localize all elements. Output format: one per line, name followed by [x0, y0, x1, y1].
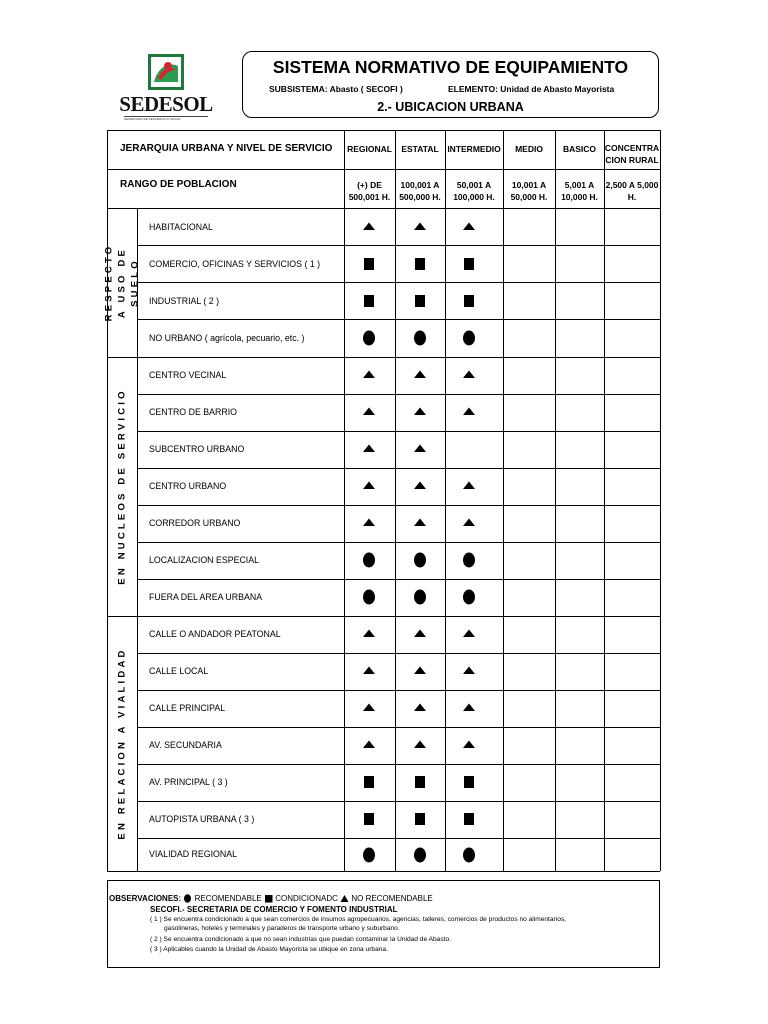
- range-regional: (+) DE 500,001 H.: [348, 180, 391, 202]
- legend-condicionado: CONDICIONADC: [275, 894, 338, 903]
- row-label: COMERCIO, OFICINAS Y SERVICIOS ( 1 ): [149, 259, 321, 269]
- row-label: CALLE O ANDADOR PEATONAL: [149, 629, 281, 639]
- triangle-icon: [461, 700, 477, 716]
- legend: [109, 894, 433, 903]
- square-icon: [361, 293, 377, 309]
- square-icon: [412, 774, 428, 790]
- circle-icon: [461, 847, 477, 863]
- group-vialidad: EN RELACION A VIALIDAD: [116, 647, 128, 840]
- triangle-icon: [361, 737, 377, 753]
- triangle-icon: [461, 367, 477, 383]
- triangle-icon: [412, 663, 428, 679]
- secofi-note: SECOFI.- SECRETARIA DE COMERCIO Y FOMENTO INDUSTRIAL: [150, 905, 398, 914]
- range-medio: 10,001 A 50,000 H.: [510, 180, 548, 202]
- circle-icon: [412, 552, 428, 568]
- row-label: CALLE LOCAL: [149, 666, 209, 676]
- subsistema-label: SUBSISTEMA: Abasto ( SECOFI ): [269, 84, 403, 94]
- square-icon: [461, 293, 477, 309]
- circle-icon: [412, 330, 428, 346]
- circle-icon: [361, 330, 377, 346]
- title-box: [242, 51, 659, 118]
- section-title: 2.- UBICACION URBANA: [377, 100, 524, 114]
- circle-icon: [361, 847, 377, 863]
- elemento-label: ELEMENTO: Unidad de Abasto Mayorista: [448, 84, 615, 94]
- sedesol-logo: [118, 54, 214, 124]
- square-icon: [461, 774, 477, 790]
- circle-icon: [183, 894, 192, 903]
- row-label: CORREDOR URBANO: [149, 518, 241, 528]
- triangle-icon: [340, 894, 349, 903]
- triangle-icon: [361, 404, 377, 420]
- row-label: NO URBANO ( agrícola, pecuario, etc. ): [149, 333, 305, 343]
- level-concentracion-rural: CONCENTRA CION RURAL: [604, 143, 660, 165]
- range-basico: 5,001 A 10,000 H.: [561, 180, 598, 202]
- row-label: AV. SECUNDARIA: [149, 740, 222, 750]
- row-label: CENTRO URBANO: [149, 481, 227, 491]
- triangle-icon: [461, 404, 477, 420]
- square-icon: [461, 256, 477, 272]
- triangle-icon: [461, 515, 477, 531]
- row-label: INDUSTRIAL ( 2 ): [149, 296, 220, 306]
- square-icon: [412, 811, 428, 827]
- triangle-icon: [361, 626, 377, 642]
- logo-subtitle: SECRETARIA DE DESARROLLO SOCIAL: [124, 116, 208, 122]
- circle-icon: [361, 552, 377, 568]
- level-basico: BASICO: [562, 144, 597, 154]
- triangle-icon: [412, 737, 428, 753]
- square-icon: [361, 256, 377, 272]
- legend-recomendable: RECOMENDABLE: [194, 894, 262, 903]
- row-label: HABITACIONAL: [149, 222, 213, 232]
- circle-icon: [361, 589, 377, 605]
- square-icon: [361, 774, 377, 790]
- triangle-icon: [361, 367, 377, 383]
- triangle-icon: [361, 219, 377, 235]
- square-icon: [412, 293, 428, 309]
- level-estatal: ESTATAL: [401, 144, 439, 154]
- row-label: CENTRO DE BARRIO: [149, 407, 237, 417]
- range-concentracion-rural: 2,500 A 5,000 H.: [605, 180, 659, 202]
- square-icon: [264, 894, 273, 903]
- level-intermedio: INTERMEDIO: [447, 144, 501, 154]
- rango-header: RANGO DE POBLACION: [120, 179, 237, 190]
- observations-label: OBSERVACIONES:: [109, 894, 182, 903]
- triangle-icon: [412, 515, 428, 531]
- triangle-icon: [412, 700, 428, 716]
- triangle-icon: [461, 737, 477, 753]
- triangle-icon: [461, 478, 477, 494]
- circle-icon: [461, 552, 477, 568]
- circle-icon: [412, 589, 428, 605]
- row-label: CALLE PRINCIPAL: [149, 703, 226, 713]
- triangle-icon: [412, 404, 428, 420]
- triangle-icon: [412, 626, 428, 642]
- triangle-icon: [361, 700, 377, 716]
- row-label: LOCALIZACION ESPECIAL: [149, 555, 259, 565]
- circle-icon: [461, 330, 477, 346]
- jerarquia-header: JERARQUIA URBANA Y NIVEL DE SERVICIO: [120, 143, 333, 154]
- circle-icon: [412, 847, 428, 863]
- note-1-cont: gasolineras, hoteles y terminales y paraderos de transporte urbano y suburbano.: [164, 925, 400, 932]
- observations-box: [107, 880, 660, 968]
- square-icon: [361, 811, 377, 827]
- level-regional: REGIONAL: [347, 144, 392, 154]
- note-3: ( 3 ) Aplicables cuando la Unidad de Abasto Mayorista se ubique en zona urbana.: [150, 946, 388, 953]
- triangle-icon: [361, 441, 377, 457]
- page-title: SISTEMA NORMATIVO DE EQUIPAMIENTO: [272, 57, 629, 77]
- row-label: FUERA DEL AREA URBANA: [149, 592, 263, 602]
- legend-no-recomendable: NO RECOMENDABLE: [351, 894, 433, 903]
- triangle-icon: [412, 367, 428, 383]
- triangle-icon: [412, 441, 428, 457]
- triangle-icon: [461, 663, 477, 679]
- range-intermedio: 50,001 A 100,000 H.: [453, 180, 495, 202]
- triangle-icon: [361, 515, 377, 531]
- level-medio: MEDIO: [515, 144, 543, 154]
- circle-icon: [461, 589, 477, 605]
- note-1: ( 1 ) Se encuentra condicionado a que sean comercios de insumos agropecuarios, agencias, talleres, comercios de productos no alimentarios,: [150, 916, 567, 923]
- group-nucleos-de-servicio: EN NUCLEOS DE SERVICIO: [116, 388, 128, 585]
- range-estatal: 100,001 A 500,000 H.: [399, 180, 441, 202]
- row-label: SUBCENTRO URBANO: [149, 444, 245, 454]
- note-2: ( 2 ) Se encuentra condicionado a que no sean industrias que puedan contaminar la Unidad de Abasto.: [150, 936, 451, 943]
- triangle-icon: [361, 478, 377, 494]
- triangle-icon: [412, 219, 428, 235]
- group-uso-de-suelo: RESPECTO A USO DE SUELO: [103, 243, 141, 322]
- triangle-icon: [461, 219, 477, 235]
- row-label: AV. PRINCIPAL ( 3 ): [149, 777, 228, 787]
- row-label: VIALIDAD REGIONAL: [149, 849, 237, 859]
- sedesol-emblem-icon: [148, 54, 184, 90]
- triangle-icon: [461, 626, 477, 642]
- square-icon: [412, 256, 428, 272]
- triangle-icon: [361, 663, 377, 679]
- square-icon: [461, 811, 477, 827]
- logo-name: SEDESOL: [119, 92, 213, 116]
- triangle-icon: [412, 478, 428, 494]
- row-label: AUTOPISTA URBANA ( 3 ): [149, 814, 255, 824]
- row-label: CENTRO VECINAL: [149, 370, 227, 380]
